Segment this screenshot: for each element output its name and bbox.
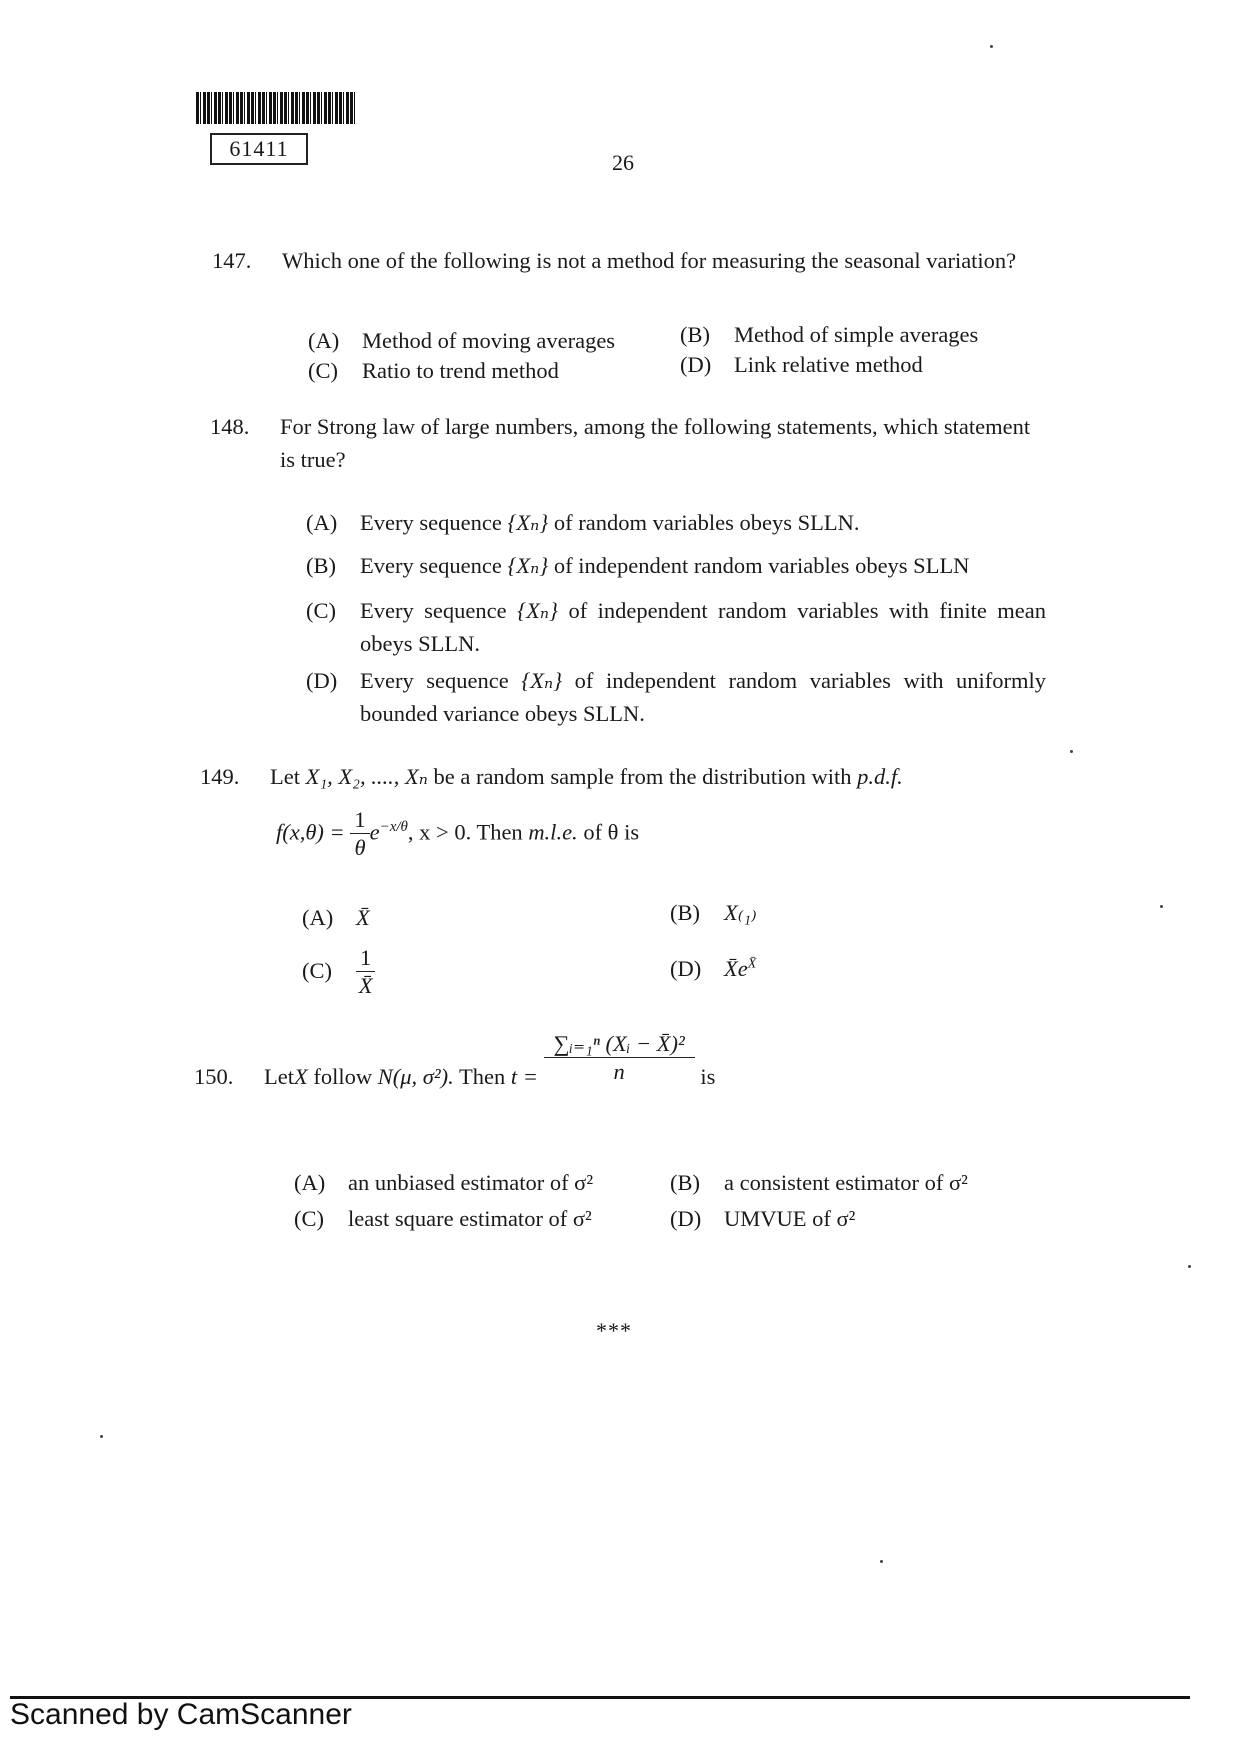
option-148-a[interactable]: (A) Every sequence {Xₙ} of random variables obeys SLLN. bbox=[306, 510, 860, 535]
question-number: 150. bbox=[194, 1064, 234, 1089]
option-148-d[interactable]: (D) Every sequence {Xₙ} of independent random variables with uniformly bounded variance obeys SLLN. bbox=[306, 668, 1047, 726]
option-147-c[interactable]: (C) Ratio to trend method bbox=[308, 358, 559, 383]
scan-speck bbox=[100, 1435, 103, 1438]
question-number: 147. bbox=[212, 248, 252, 273]
scan-speck bbox=[1070, 750, 1073, 753]
option-150-b[interactable]: (B) a consistent estimator of σ² bbox=[670, 1170, 968, 1195]
question-150: 150. LetX follow N(μ, σ²). Then t = $\frac{\text{∑ᵢ₌₁ⁿ (Xᵢ − X̄)²}}{n}$ is bbox=[194, 1060, 715, 1093]
question-text: Which one of the following is not a method for measuring the seasonal variation? bbox=[282, 248, 1017, 273]
question-149: 149. Let X₁, X₂, ...., Xₙ be a random sample from the distribution with p.d.f. bbox=[200, 760, 1080, 793]
page-number: 26 bbox=[612, 150, 634, 175]
option-150-c[interactable]: (C) least square estimator of σ² bbox=[294, 1206, 592, 1231]
option-149-b[interactable]: (B) X₍₁₎ bbox=[670, 900, 757, 925]
scan-speck bbox=[880, 1560, 883, 1563]
fraction: $\frac{1}{\theta}$ bbox=[350, 808, 369, 861]
question-147 bbox=[212, 244, 1052, 277]
pdf-formula: f(x,θ) = $\frac{1}{\theta}$ $e^{-x/\theta}$, x > 0. Then m.l.e. of θ is bbox=[276, 807, 640, 860]
paper-code: 61411 bbox=[210, 133, 308, 165]
option-147-b[interactable]: (B) Method of simple averages bbox=[680, 322, 979, 347]
estimator-fraction: $\frac{\text{∑ᵢ₌₁ⁿ (Xᵢ − X̄)²}}{n}$ bbox=[544, 1032, 695, 1085]
scanner-watermark: Scanned by CamScanner bbox=[10, 1698, 352, 1731]
scan-speck bbox=[1188, 1265, 1191, 1268]
option-150-a[interactable]: (A) an unbiased estimator of σ² bbox=[294, 1170, 594, 1195]
option-149-d[interactable]: (D) $X̄e^{X̄}$ bbox=[670, 956, 757, 981]
option-150-d[interactable]: (D) UMVUE of σ² bbox=[670, 1206, 856, 1231]
scan-speck bbox=[990, 45, 993, 48]
barcode bbox=[196, 92, 356, 124]
option-149-c[interactable]: (C) $\frac{1}{X̄}$ bbox=[302, 946, 375, 999]
question-148 bbox=[210, 410, 1060, 476]
scan-speck bbox=[1160, 905, 1163, 908]
option-149-a[interactable]: (A) X̄ bbox=[302, 905, 370, 930]
question-number: 149. bbox=[200, 764, 240, 789]
end-marker: *** bbox=[596, 1318, 632, 1343]
option-148-b[interactable]: (B) Every sequence {Xₙ} of independent random variables obeys SLLN bbox=[306, 553, 970, 578]
question-text: For Strong law of large numbers, among the following statements, which statement is true? bbox=[280, 414, 1031, 472]
option-147-d[interactable]: (D) Link relative method bbox=[680, 352, 923, 377]
option-148-c[interactable]: (C) Every sequence {Xₙ} of independent random variables with finite mean obeys SLLN. bbox=[306, 598, 1047, 656]
question-number: 148. bbox=[210, 414, 250, 439]
option-147-a[interactable]: (A) Method of moving averages bbox=[308, 328, 616, 353]
